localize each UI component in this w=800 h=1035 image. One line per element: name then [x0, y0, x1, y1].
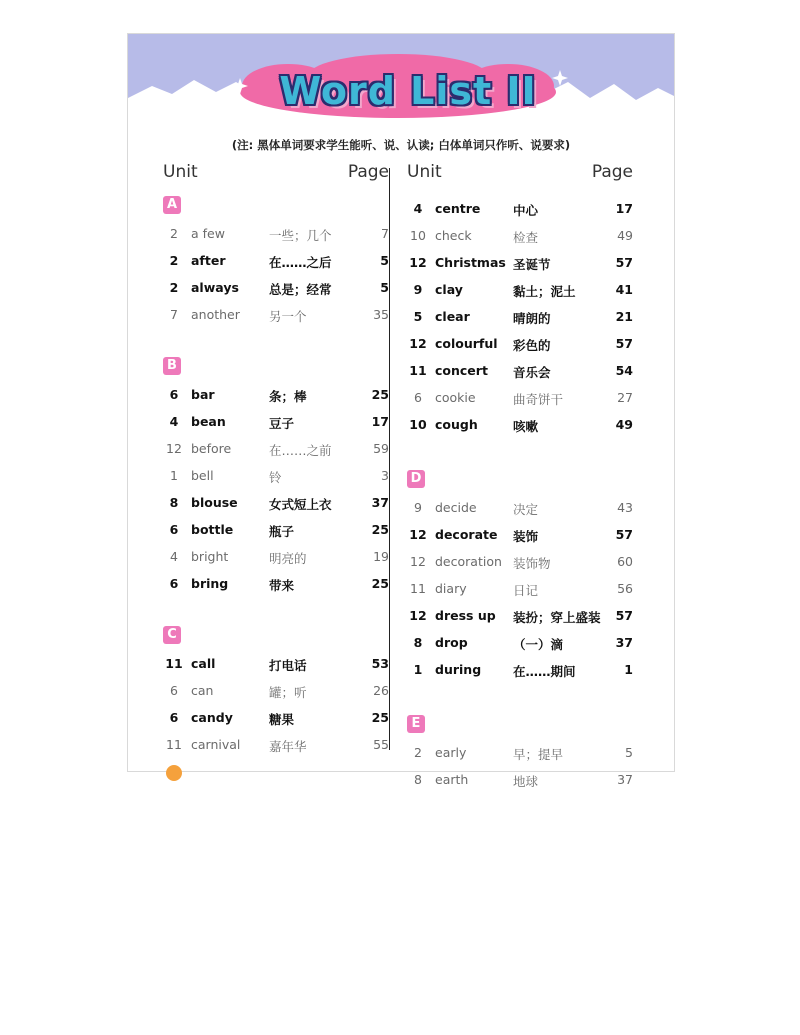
- unit-number: 12: [409, 255, 427, 270]
- unit-number: 12: [166, 441, 182, 456]
- chinese-meaning: 黏土；泥土: [513, 284, 576, 299]
- english-word: cough: [435, 417, 478, 432]
- english-word: centre: [435, 201, 481, 216]
- unit-number: 7: [170, 307, 178, 322]
- page-number: 57: [615, 527, 633, 542]
- unit-number: 4: [413, 201, 423, 216]
- page-number: 5: [625, 745, 633, 760]
- english-word: check: [435, 228, 472, 243]
- page-number: 60: [617, 554, 633, 569]
- chinese-meaning: 曲奇饼干: [513, 392, 564, 407]
- unit-number: 6: [169, 576, 179, 591]
- word-row: [407, 358, 633, 385]
- unit-number: 6: [169, 710, 179, 725]
- english-word: bright: [191, 549, 229, 564]
- word-row: [163, 409, 389, 436]
- unit-number: 11: [166, 737, 182, 752]
- chinese-meaning: 豆子: [269, 416, 295, 431]
- chinese-meaning: 打电话: [269, 658, 307, 673]
- right-column: [407, 162, 633, 794]
- page-number: 57: [615, 608, 633, 623]
- english-word: before: [191, 441, 232, 456]
- word-list-page: [127, 33, 675, 789]
- chinese-meaning: 另一个: [269, 309, 307, 324]
- unit-number: 4: [169, 414, 179, 429]
- page-number: 37: [615, 635, 633, 650]
- word-row: [407, 277, 633, 304]
- english-word: clay: [435, 282, 463, 297]
- english-word: after: [191, 253, 226, 268]
- page-header: Page: [591, 162, 633, 182]
- chinese-meaning: 彩色的: [513, 338, 551, 353]
- page-number: 19: [373, 549, 389, 564]
- chinese-meaning: 瓶子: [269, 524, 295, 539]
- chinese-meaning: （一）滴: [513, 637, 564, 652]
- word-row: [407, 196, 633, 223]
- english-word: decide: [435, 500, 477, 515]
- page-number: 59: [373, 441, 389, 456]
- page-number: 49: [615, 417, 633, 432]
- unit-number: 5: [413, 309, 423, 324]
- word-row: [163, 571, 389, 598]
- word-row: [163, 436, 389, 463]
- column-divider: [389, 168, 390, 750]
- english-word: early: [435, 745, 467, 760]
- next-section-badge: [166, 765, 182, 781]
- instruction-note: (注: 黑体单词要求学生能听、说、认读; 白体单词只作听、说要求): [231, 138, 571, 152]
- letter-badge-a: A: [163, 196, 181, 214]
- chinese-meaning: 糖果: [269, 712, 295, 727]
- english-word: another: [191, 307, 240, 322]
- english-word: bar: [191, 387, 215, 402]
- unit-number: 11: [165, 656, 183, 671]
- page-number: 43: [617, 500, 633, 515]
- unit-number: 6: [170, 683, 178, 698]
- section-gap: [163, 598, 389, 626]
- unit-number: 8: [414, 772, 422, 787]
- page-number: 37: [617, 772, 633, 787]
- page-number: 21: [615, 309, 633, 324]
- word-row: [163, 221, 389, 248]
- english-word: can: [191, 683, 214, 698]
- word-row: [407, 630, 633, 657]
- left-column: [163, 162, 389, 759]
- english-word: diary: [435, 581, 467, 596]
- chinese-meaning: 早；提早: [513, 747, 564, 762]
- english-word: cookie: [435, 390, 476, 405]
- chinese-meaning: 装饰物: [513, 556, 551, 571]
- page-number: 57: [615, 336, 633, 351]
- chinese-meaning: 圣诞节: [513, 257, 551, 272]
- chinese-meaning: 罐；听: [269, 685, 307, 700]
- chinese-meaning: 一些；几个: [269, 228, 332, 243]
- chinese-meaning: 咳嗽: [513, 419, 539, 434]
- unit-header: Unit: [407, 162, 442, 182]
- word-row: [407, 223, 633, 250]
- chinese-meaning: 带来: [269, 578, 295, 593]
- word-row: [163, 382, 389, 409]
- letter-badge-b: B: [163, 357, 181, 375]
- page-number: 37: [371, 495, 389, 510]
- word-row: [407, 603, 633, 630]
- unit-number: 2: [414, 745, 422, 760]
- word-row: [163, 732, 389, 759]
- column-header: [407, 162, 633, 196]
- page-header: Page: [347, 162, 389, 182]
- english-word: concert: [435, 363, 488, 378]
- page-number: 56: [617, 581, 633, 596]
- page-number: 54: [615, 363, 633, 378]
- word-row: [407, 385, 633, 412]
- word-row: [407, 250, 633, 277]
- page-number: 41: [615, 282, 633, 297]
- unit-number: 8: [413, 635, 423, 650]
- word-row: [163, 275, 389, 302]
- letter-badge-e: E: [407, 715, 425, 733]
- page-number: 25: [371, 387, 389, 402]
- word-row: [407, 740, 633, 767]
- word-row: [407, 576, 633, 603]
- unit-number: 12: [410, 554, 426, 569]
- page-number: 26: [373, 683, 389, 698]
- english-word: always: [191, 280, 239, 295]
- unit-number: 6: [414, 390, 422, 405]
- english-word: drop: [435, 635, 468, 650]
- unit-number: 1: [170, 468, 178, 483]
- letter-badge-c: C: [163, 626, 181, 644]
- chinese-meaning: 装扮；穿上盛装: [513, 610, 601, 625]
- column-header: [163, 162, 389, 196]
- unit-number: 2: [169, 280, 179, 295]
- english-word: bottle: [191, 522, 234, 537]
- page-number: 57: [615, 255, 633, 270]
- english-word: a few: [191, 226, 225, 241]
- unit-number: 9: [414, 500, 422, 515]
- page-number: 5: [380, 280, 389, 295]
- page-number: 35: [373, 307, 389, 322]
- english-word: decorate: [435, 527, 498, 542]
- unit-number: 2: [170, 226, 178, 241]
- page-number: 55: [373, 737, 389, 752]
- word-row: [163, 463, 389, 490]
- english-word: Christmas: [435, 255, 506, 270]
- chinese-meaning: 明亮的: [269, 551, 307, 566]
- word-row: [407, 495, 633, 522]
- word-row: [163, 517, 389, 544]
- unit-number: 1: [413, 662, 423, 677]
- chinese-meaning: 中心: [513, 203, 539, 218]
- chinese-meaning: 嘉年华: [269, 739, 307, 754]
- chinese-meaning: 音乐会: [513, 365, 551, 380]
- section-gap: [407, 439, 633, 470]
- word-row: [163, 678, 389, 705]
- chinese-meaning: 铃: [269, 470, 282, 485]
- word-row: [407, 331, 633, 358]
- section-gap: [163, 329, 389, 357]
- page-number: 27: [617, 390, 633, 405]
- chinese-meaning: 决定: [513, 502, 539, 517]
- unit-number: 9: [413, 282, 423, 297]
- unit-number: 12: [409, 608, 427, 623]
- word-row: [163, 705, 389, 732]
- chinese-meaning: 晴朗的: [513, 311, 551, 326]
- unit-number: 10: [409, 417, 427, 432]
- page-number: 17: [615, 201, 633, 216]
- english-word: dress up: [435, 608, 496, 623]
- word-row: [163, 651, 389, 678]
- word-row: [407, 657, 633, 684]
- word-row: [163, 302, 389, 329]
- word-row: [407, 304, 633, 331]
- chinese-meaning: 地球: [513, 774, 539, 789]
- word-row: [407, 412, 633, 439]
- unit-number: 2: [169, 253, 179, 268]
- english-word: during: [435, 662, 482, 677]
- english-word: colourful: [435, 336, 498, 351]
- english-word: bring: [191, 576, 229, 591]
- unit-header: Unit: [163, 162, 198, 182]
- english-word: decoration: [435, 554, 502, 569]
- english-word: bean: [191, 414, 226, 429]
- chinese-meaning: 条；棒: [269, 389, 307, 404]
- unit-number: 12: [409, 336, 427, 351]
- chinese-meaning: 在……期间: [513, 664, 576, 679]
- page-number: 7: [381, 226, 389, 241]
- chinese-meaning: 在……之后: [269, 255, 332, 270]
- chinese-meaning: 装饰: [513, 529, 539, 544]
- english-word: call: [191, 656, 216, 671]
- chinese-meaning: 检查: [513, 230, 539, 245]
- chinese-meaning: 日记: [513, 583, 539, 598]
- page-number: 25: [371, 522, 389, 537]
- unit-number: 6: [169, 522, 179, 537]
- unit-number: 11: [409, 363, 427, 378]
- english-word: bell: [191, 468, 214, 483]
- word-row: [163, 490, 389, 517]
- unit-number: 10: [410, 228, 426, 243]
- page-number: 25: [371, 576, 389, 591]
- english-word: carnival: [191, 737, 241, 752]
- english-word: clear: [435, 309, 470, 324]
- word-row: [407, 522, 633, 549]
- chinese-meaning: 在……之前: [269, 443, 332, 458]
- word-row: [163, 544, 389, 571]
- word-row: [407, 767, 633, 794]
- unit-number: 6: [169, 387, 179, 402]
- page-number: 53: [371, 656, 389, 671]
- page-title: Word List II: [279, 69, 537, 113]
- page-number: 3: [381, 468, 389, 483]
- letter-badge-d: D: [407, 470, 425, 488]
- english-word: blouse: [191, 495, 238, 510]
- unit-number: 11: [410, 581, 426, 596]
- word-row: [163, 248, 389, 275]
- page-number: 5: [380, 253, 389, 268]
- page-number: 49: [617, 228, 633, 243]
- page-number: 1: [624, 662, 633, 677]
- unit-number: 12: [409, 527, 427, 542]
- word-row: [407, 549, 633, 576]
- unit-number: 4: [170, 549, 178, 564]
- section-gap: [407, 684, 633, 715]
- page-number: 25: [371, 710, 389, 725]
- chinese-meaning: 总是；经常: [269, 282, 332, 297]
- english-word: earth: [435, 772, 469, 787]
- chinese-meaning: 女式短上衣: [269, 497, 332, 512]
- unit-number: 8: [169, 495, 179, 510]
- english-word: candy: [191, 710, 233, 725]
- page-number: 17: [371, 414, 389, 429]
